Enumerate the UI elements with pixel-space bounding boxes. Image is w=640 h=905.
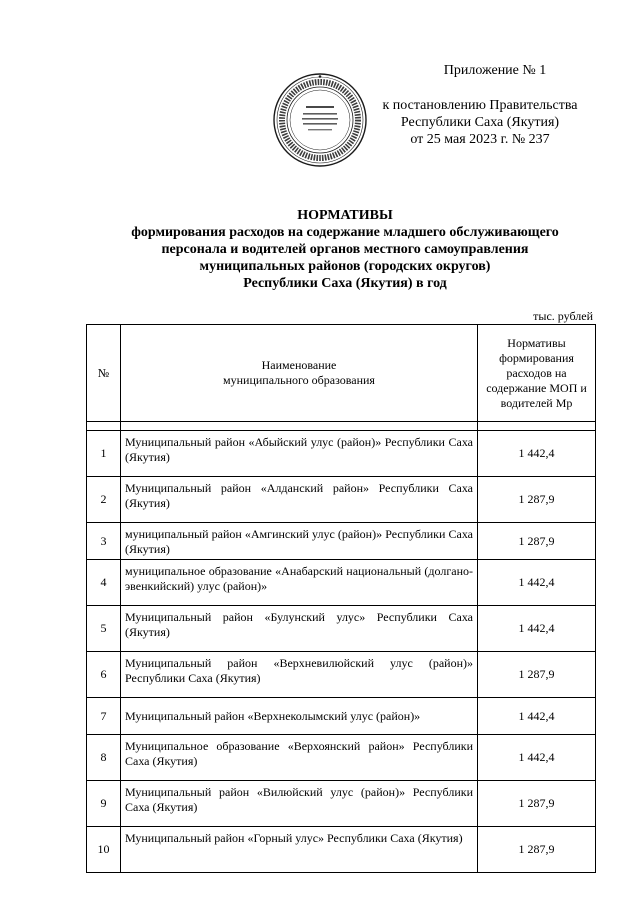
- title-line-5: Республики Саха (Якутия) в год: [243, 276, 447, 291]
- table-row: [87, 606, 596, 652]
- row-value: 1 442,4: [478, 698, 596, 735]
- row-num: 9: [87, 781, 121, 827]
- document-title: [95, 207, 595, 292]
- norms-table: [86, 324, 596, 873]
- table-row: [87, 560, 596, 606]
- table-spacer-row: [87, 422, 596, 431]
- row-value: 1 287,9: [478, 477, 596, 523]
- row-value: 1 287,9: [478, 781, 596, 827]
- table-row: [87, 781, 596, 827]
- title-line-3: персонала и водителей органов местного самоуправления: [161, 242, 529, 257]
- row-value: 1 442,4: [478, 431, 596, 477]
- row-name: муниципальный район «Амгинский улус (район)» Республики Саха (Якутия): [121, 523, 478, 560]
- row-num: 2: [87, 477, 121, 523]
- title-line-4: муниципальных районов (городских округов): [199, 259, 491, 274]
- row-num: 10: [87, 827, 121, 873]
- annex-line-1: к постановлению Правительства: [382, 98, 578, 113]
- row-num: 3: [87, 523, 121, 560]
- row-name: Муниципальный район «Горный улус» Республики Саха (Якутия): [121, 827, 478, 873]
- table-row: [87, 735, 596, 781]
- row-value: 1 287,9: [478, 652, 596, 698]
- row-num: 5: [87, 606, 121, 652]
- header-name-line-1: Наименование: [261, 358, 337, 372]
- row-num: 1: [87, 431, 121, 477]
- title-line-1: НОРМАТИВЫ: [297, 208, 393, 223]
- row-name: Муниципальный район «Вилюйский улус (район)» Республики Саха (Якутия): [121, 781, 478, 827]
- official-seal-icon: [272, 72, 368, 168]
- row-value: 1 287,9: [478, 523, 596, 560]
- row-name: Муниципальный район «Верхневилюйский улус (район)» Республики Саха (Якутия): [121, 652, 478, 698]
- row-value: 1 287,9: [478, 827, 596, 873]
- row-num: 4: [87, 560, 121, 606]
- header-name-line-2: муниципального образования: [223, 373, 375, 387]
- row-value: 1 442,4: [478, 735, 596, 781]
- header-value: Нормативы формирования расходов на содержание МОП и водителей Мр: [478, 325, 596, 422]
- table-row: [87, 698, 596, 735]
- table-row: [87, 523, 596, 560]
- annex-title: Приложение № 1: [443, 63, 547, 78]
- row-value: 1 442,4: [478, 606, 596, 652]
- row-name: Муниципальный район «Верхнеколымский улус (район)»: [121, 698, 478, 735]
- table-header-row: [87, 325, 596, 422]
- table-row: [87, 477, 596, 523]
- row-name: Муниципальный район «Абыйский улус (район)» Республики Саха (Якутия): [121, 431, 478, 477]
- row-name: Муниципальный район «Алданский район» Республики Саха (Якутия): [121, 477, 478, 523]
- table-row: [87, 827, 596, 873]
- table-row: [87, 652, 596, 698]
- unit-label: тыс. рублей: [533, 309, 593, 323]
- row-name: муниципальное образование «Анабарский национальный (долгано-эвенкийский) улус (район)»: [121, 560, 478, 606]
- annex-block: [380, 62, 580, 148]
- row-num: 7: [87, 698, 121, 735]
- header-name: [121, 325, 478, 422]
- title-line-2: формирования расходов на содержание младшего обслуживающего: [131, 225, 559, 240]
- annex-line-2: Республики Саха (Якутия): [400, 115, 560, 130]
- table-row: [87, 431, 596, 477]
- row-name: Муниципальное образование «Верхоянский район» Республики Саха (Якутия): [121, 735, 478, 781]
- header-num: №: [87, 325, 121, 422]
- row-name: Муниципальный район «Булунский улус» Республики Саха (Якутия): [121, 606, 478, 652]
- row-value: 1 442,4: [478, 560, 596, 606]
- row-num: 6: [87, 652, 121, 698]
- row-num: 8: [87, 735, 121, 781]
- annex-line-3: от 25 мая 2023 г. № 237: [410, 132, 550, 147]
